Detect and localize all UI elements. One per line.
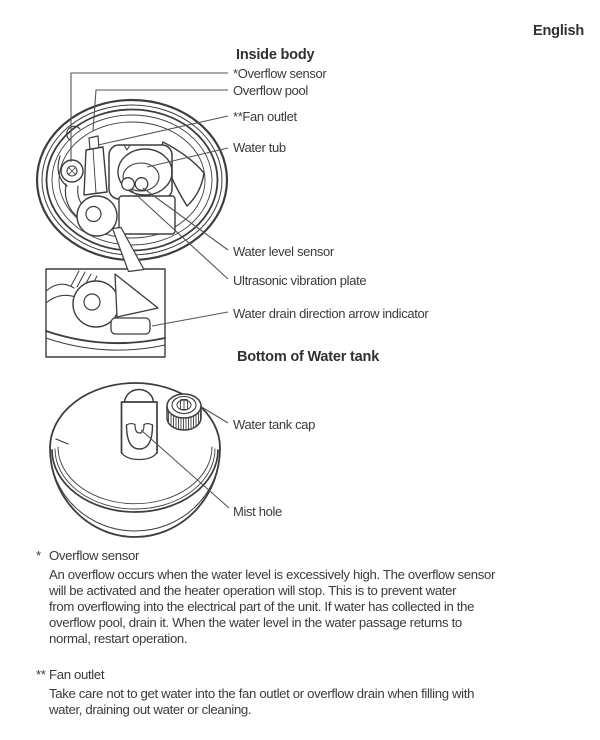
footnote-marker: *	[36, 548, 41, 563]
footnote-title: Overflow sensor	[49, 548, 140, 563]
label-overflow-pool: Overflow pool	[233, 83, 308, 98]
footnote-fan-outlet	[36, 667, 474, 718]
label-water-level-sensor: Water level sensor	[233, 244, 334, 259]
label-mist-hole: Mist hole	[233, 504, 282, 519]
water-tank-cap-shape	[167, 394, 201, 430]
label-water-drain-arrow-indicator: Water drain direction arrow indicator	[233, 306, 429, 321]
footnote-body	[49, 686, 474, 718]
footnote-line: from overflowing into the electrical part of the unit. If water has collected in the	[49, 599, 475, 614]
water-tank-diagram	[50, 383, 220, 537]
drain-plate-shape	[119, 196, 175, 234]
footnote-heading	[36, 667, 474, 683]
drain-arrow-indicator-shape	[111, 318, 150, 334]
footnote-line: Take care not to get water into the fan outlet or overflow drain when filling with	[49, 686, 475, 701]
label-water-tank-cap: Water tank cap	[233, 417, 316, 432]
inside-body-diagram	[37, 100, 227, 260]
footnote-marker: **	[36, 667, 46, 682]
footnote-line: overflow pool, drain it. When the water level in the water passage returns to	[49, 615, 462, 630]
footnote-body	[49, 567, 495, 647]
ultrasonic-vibration-plate-shape	[122, 178, 135, 191]
label-fan-outlet: **Fan outlet	[233, 109, 297, 124]
footnote-line: water, draining out water or cleaning.	[49, 702, 252, 717]
water-level-sensor-shape	[135, 178, 148, 191]
inside-body-heading: Inside body	[236, 47, 315, 63]
footnote-title: Fan outlet	[49, 667, 105, 682]
footnote-line: will be activated and the heater operation will stop. This is to prevent water	[49, 583, 457, 598]
label-water-tub: Water tub	[233, 140, 286, 155]
label-overflow-sensor: *Overflow sensor	[233, 66, 327, 81]
bottom-of-water-tank-heading: Bottom of Water tank	[237, 349, 380, 365]
drain-wheel-shape	[77, 196, 117, 236]
label-ultrasonic-vibration-plate: Ultrasonic vibration plate	[233, 273, 367, 288]
water-tub-shape	[109, 145, 172, 199]
footnote-overflow-sensor	[36, 548, 495, 647]
fan-outlet-shape	[84, 136, 107, 195]
footnote-line: normal, restart operation.	[49, 631, 188, 646]
footnote-line: An overflow occurs when the water level is excessively high. The overflow sensor	[49, 567, 495, 582]
footnote-heading	[36, 548, 495, 564]
language-label: English	[533, 23, 584, 39]
